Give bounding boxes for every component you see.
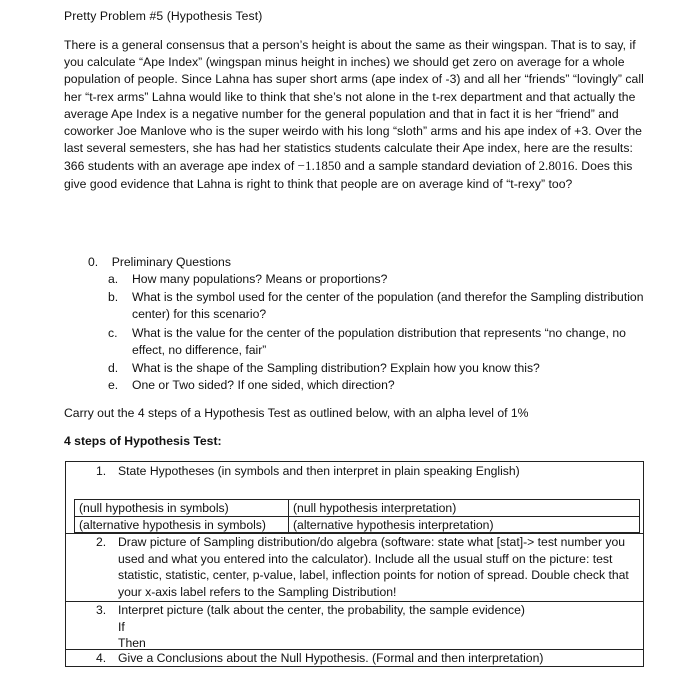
question-text: What is the shape of the Sampling distribution? Explain how you know this? (132, 361, 540, 376)
question-marker: d. (108, 361, 119, 376)
question-text: How many populations? Means or proportions? (132, 272, 388, 286)
step-3 (66, 602, 643, 652)
question-text: What is the symbol used for the center of the population (and therefor the Sampling distribution center) for this scenario? (132, 290, 644, 322)
step-text: Interpret picture (talk about the center, the probability, the sample evidence) (118, 603, 525, 617)
paragraph-text-1: There is a general consensus that a person’s height is about the same as their wingspan. That is to say, if you calculate “Ape Index” (wingspan minus height in inches) we should get zero on average for a whole population of people. Since Lahna has super short arms (ape index of -3) and all her “friends” “lovingly” call her “t-rex arms” Lahna would like to think that she’s not alone in the t-rex department and that actually the average Ape Index is a negative number for the general population and that in fact it is her “friend” and coworker Joe Manlove who is the super weirdo with his long “sloth” arms and his ape index of +3. Over the last several semesters, she has had her statistics students calculate their Ape index, here are the results: 366 students with an average ape index of (64, 38, 644, 174)
sample-mean: −1.1850 (297, 158, 341, 174)
step-number: 2. (96, 535, 107, 549)
step-number: 1. (96, 464, 107, 478)
step-1 (66, 463, 643, 480)
question-marker: c. (108, 325, 118, 340)
hypothesis-table (74, 499, 640, 533)
alternative-hypothesis-symbols-cell[interactable]: (alternative hypothesis in symbols) (79, 518, 266, 532)
question-text: What is the value for the center of the population distribution that represents “no change, no effect, no difference, fair” (132, 325, 626, 357)
step-2-row (66, 534, 643, 602)
if-label: If (118, 619, 125, 634)
question-item (88, 377, 648, 394)
question-item (88, 271, 648, 288)
step-text: State Hypotheses (in symbols and then interpret in plain speaking English) (118, 464, 520, 478)
question-marker: e. (108, 378, 119, 393)
paragraph-text-2: and a sample standard deviation of (340, 159, 539, 174)
step-2 (66, 534, 638, 600)
question-item (88, 289, 648, 323)
steps-table (65, 461, 644, 667)
question-marker: a. (108, 272, 119, 286)
preliminary-title: Preliminary Questions (111, 255, 231, 269)
null-hypothesis-symbols-cell[interactable]: (null hypothesis in symbols) (79, 501, 229, 515)
step-4 (66, 650, 643, 667)
null-hypothesis-interpretation-cell[interactable]: (null hypothesis interpretation) (293, 501, 457, 515)
preliminary-number: 0. (88, 255, 99, 269)
alternative-hypothesis-interpretation-cell[interactable]: (alternative hypothesis interpretation) (293, 518, 494, 532)
step-number: 4. (96, 651, 107, 665)
instruction-text: Carry out the 4 steps of a Hypothesis Test as outlined below, with an alpha level of 1% (64, 406, 529, 420)
question-item (88, 325, 648, 359)
question-item (88, 360, 648, 377)
then-label: Then (118, 636, 146, 650)
step-3-row (66, 602, 643, 650)
preliminary-heading (88, 253, 648, 271)
preliminary-questions (88, 253, 648, 394)
step-1-row (66, 462, 643, 534)
step-4-row (66, 650, 643, 667)
step-number: 3. (96, 603, 107, 617)
question-marker: b. (108, 290, 119, 305)
problem-paragraph (64, 37, 656, 193)
step-text: Give a Conclusions about the Null Hypothesis. (Formal and then interpretation) (118, 651, 544, 665)
step-text: Draw picture of Sampling distribution/do algebra (software: state what [stat]-> test number you used and what you entered into the calculator). Include all the usual stuff on the picture: test statistic, statistic, center, p-value, label, inflection points for notion of spread. Double check that your x-axis label refers to the Sampling Distribution! (118, 535, 629, 599)
steps-heading: 4 steps of Hypothesis Test: (64, 434, 222, 448)
page-title: Pretty Problem #5 (Hypothesis Test) (64, 9, 263, 23)
sample-sd: 2.8016 (538, 158, 575, 174)
question-text: One or Two sided? If one sided, which direction? (132, 378, 395, 393)
paragraph-text-3: . Does this give good evidence that Lahna is right to think that people are on average kind of “t-rexy” too? (64, 159, 633, 191)
